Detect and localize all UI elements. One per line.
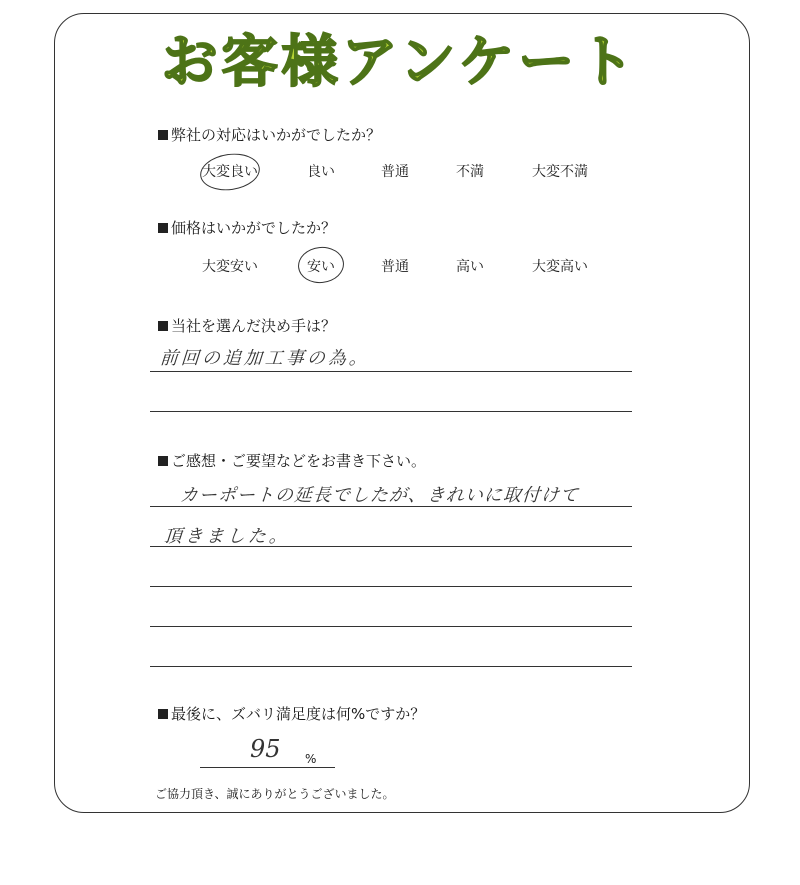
- answer-line: [150, 546, 632, 547]
- q1-option-2[interactable]: 良い: [307, 164, 335, 180]
- bullet-square-icon: [158, 709, 168, 719]
- question-1-label: 弊社の対応はいかがでしたか？: [171, 126, 382, 144]
- question-2-label: 価格はいかがでしたか？: [171, 219, 337, 237]
- question-1: [158, 125, 381, 145]
- question-5-label: 最後に、ズバリ満足度は何%ですか？: [171, 705, 426, 723]
- answer-line: [150, 371, 632, 372]
- q4-answer-line-1: カーポートの延長でしたが、きれいに取付けて: [179, 485, 580, 506]
- thank-you-note: ご協力頂き、誠にありがとうございました。: [155, 787, 395, 801]
- q1-option-4[interactable]: 不満: [456, 164, 484, 180]
- answer-line: [150, 506, 632, 507]
- question-3-label: 当社を選んだ決め手は？: [171, 317, 337, 335]
- answer-line: [150, 666, 632, 667]
- percent-unit: %: [305, 752, 317, 766]
- question-4-label: ご感想・ご要望などをお書き下さい。: [171, 452, 427, 470]
- q1-option-5[interactable]: 大変不満: [532, 164, 588, 180]
- q1-option-3[interactable]: 普通: [381, 164, 409, 180]
- answer-line: [150, 626, 632, 627]
- q3-answer-line-1: 前回の追加工事の為。: [159, 348, 371, 369]
- question-2: [158, 218, 336, 238]
- bullet-square-icon: [158, 321, 168, 331]
- q2-option-2[interactable]: 安い: [307, 259, 335, 275]
- question-4: [158, 451, 426, 471]
- q2-option-4[interactable]: 高い: [456, 259, 484, 275]
- q2-option-1[interactable]: 大変安い: [202, 259, 258, 275]
- question-3: [158, 316, 336, 336]
- q1-option-1[interactable]: 大変良い: [202, 164, 258, 180]
- answer-line: [150, 586, 632, 587]
- q2-option-3[interactable]: 普通: [381, 259, 409, 275]
- answer-line: [150, 411, 632, 412]
- bullet-square-icon: [158, 456, 168, 466]
- bullet-square-icon: [158, 130, 168, 140]
- page-title: お客様アンケート: [161, 30, 639, 95]
- bullet-square-icon: [158, 223, 168, 233]
- q2-option-5[interactable]: 大変高い: [532, 259, 588, 275]
- satisfaction-underline: [200, 767, 335, 768]
- question-5: [158, 704, 425, 724]
- q4-answer-line-2: 頂きました。: [163, 526, 291, 547]
- satisfaction-value[interactable]: 95: [250, 735, 281, 763]
